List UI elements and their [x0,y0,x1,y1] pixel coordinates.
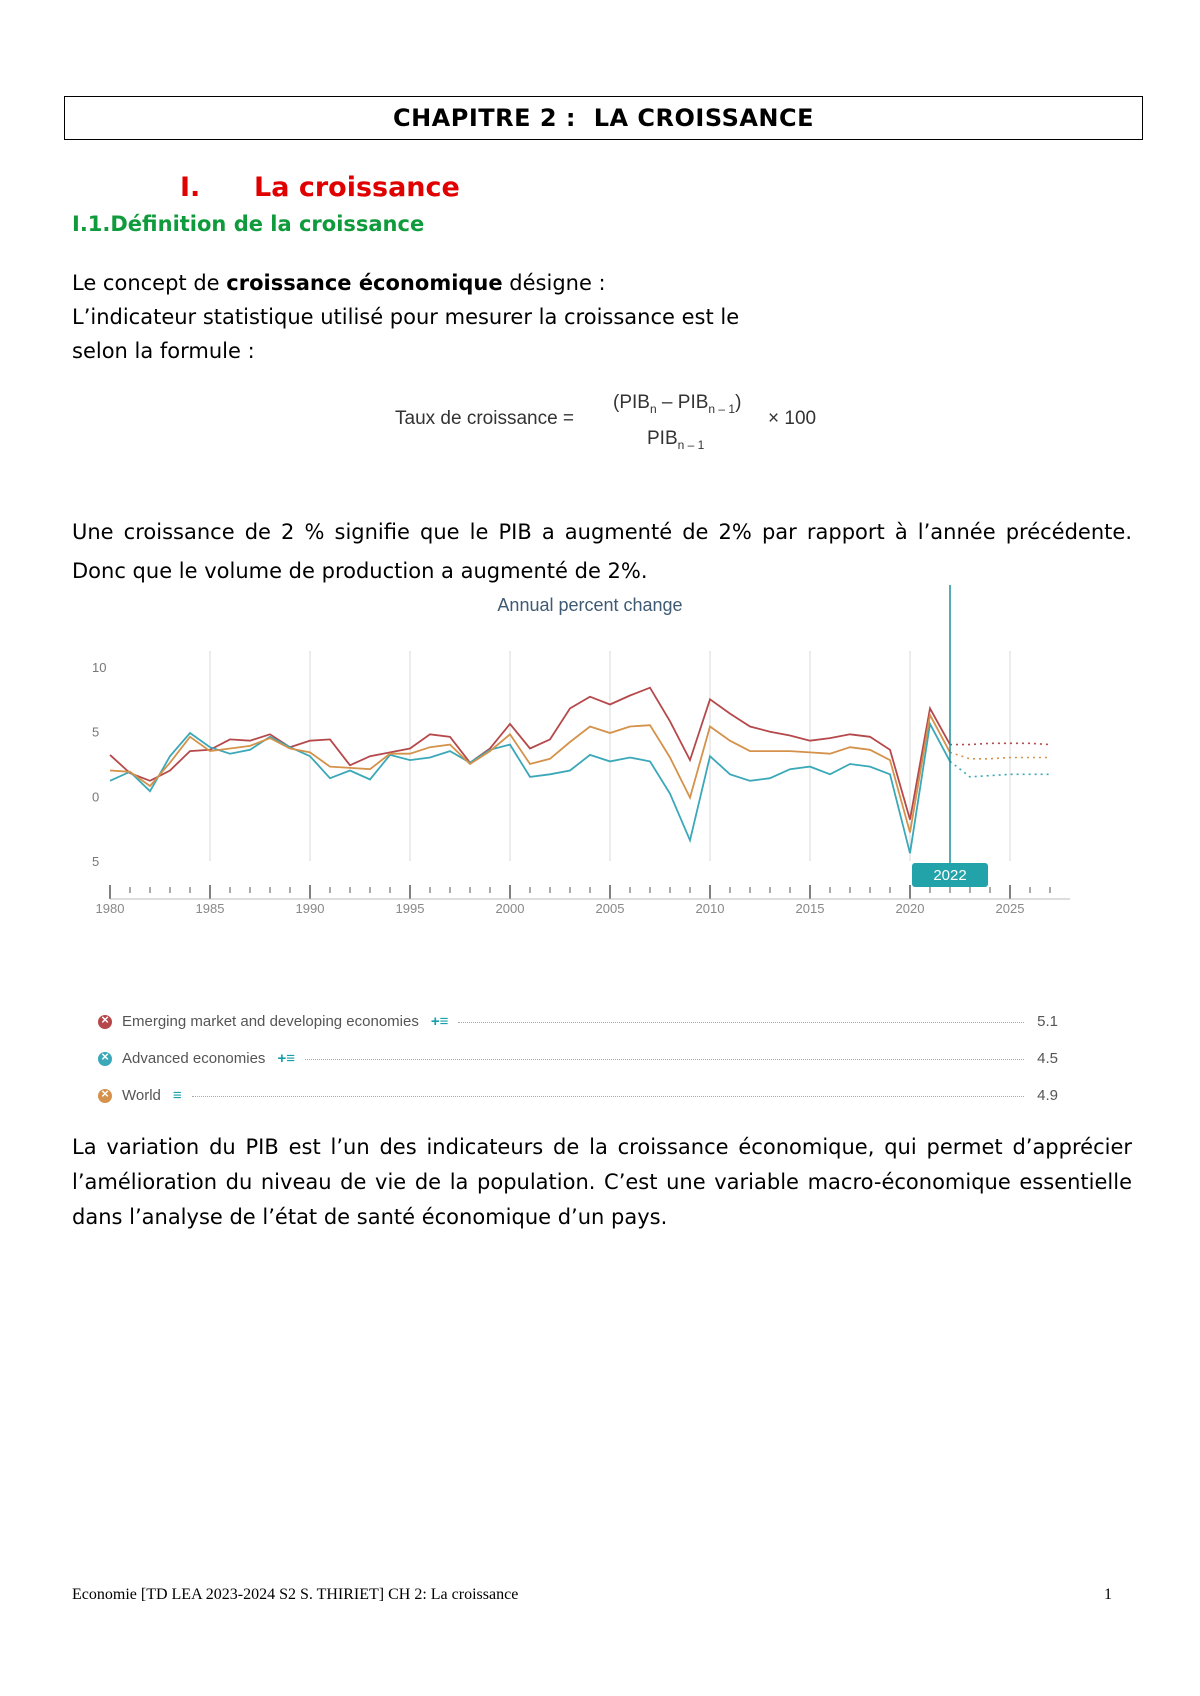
formula-numerator [613,392,741,416]
legend-value: 4.5 [1037,1050,1058,1067]
legend-menu-icon[interactable]: +≡ [277,1050,295,1067]
formula-num-minus: – PIB [656,392,709,413]
chapter-title: CHAPITRE 2 : LA CROISSANCE [392,104,815,132]
page-number: 1 [1104,1586,1112,1603]
x-tick-label: 2025 [995,901,1025,915]
series-line [110,724,950,853]
legend-value: 5.1 [1037,1013,1058,1030]
legend-value: 4.9 [1037,1087,1058,1104]
x-tick-label: 2020 [895,901,925,915]
legend-item-emerging[interactable] [98,1003,1058,1040]
formula-num-close: ) [735,392,742,413]
legend-leader [305,1058,1024,1060]
x-tick-label: 2015 [795,901,825,915]
y-tick-label: 5 [92,724,100,740]
section-title: La croissance [254,172,460,203]
intro-paragraph [72,266,832,368]
year-marker-label: 2022 [933,867,967,884]
intro-line-3: selon la formule : [72,339,255,363]
x-tick-label: 1985 [195,901,225,915]
legend-close-icon[interactable] [98,1015,112,1029]
legend-menu-icon[interactable]: ≡ [172,1087,182,1104]
intro-line-1-prefix: Le concept de [72,271,227,295]
formula-denominator [647,428,704,452]
section-number: I. [180,172,201,203]
intro-keyword: croissance économique [226,271,503,295]
series-projection-line [950,761,1050,777]
section-heading [180,172,460,203]
x-tick-label: 2010 [695,901,725,915]
legend-leader [192,1095,1024,1097]
formula-den-text: PIB [647,428,678,449]
growth-example-paragraph: Une croissance de 2 % signifie que le PIB a augmenté de 2% par rapport à l’année précédente. Donc que le volume de production a augmenté de 2%. [72,520,1132,583]
formula-num-sub1: n [649,401,657,416]
x-tick-label: 1995 [395,901,425,915]
chart-legend [98,1003,1058,1114]
legend-menu-icon[interactable]: +≡ [430,1013,449,1030]
legend-label: Advanced economies [122,1050,266,1067]
x-tick-label: 1990 [295,901,325,915]
intro-line-1-suffix: désigne : [502,271,606,295]
x-tick-label: 2005 [595,901,625,915]
x-tick-label: 2000 [495,901,525,915]
intro-line-1 [72,266,832,300]
legend-label: Emerging market and developing economies [122,1013,419,1030]
gdp-growth-chart [80,585,1080,915]
gdp-variation-paragraph: La variation du PIB est l’un des indicateurs de la croissance économique, qui permet d’apprécier l’amélioration du niveau de vie de la population. C’est une variable macro-économique essentielle dans l’analyse de l’état de santé économique d’un pays. [72,1135,1132,1229]
y-tick-label: 10 [92,660,107,675]
footer-text: Economie [TD LEA 2023-2024 S2 S. THIRIET] CH 2: La croissance [72,1586,519,1603]
series-projection-line [950,743,1050,744]
formula-label: Taux de croissance = [395,408,575,429]
x-tick-label: 1980 [95,901,125,915]
formula-num-sub2: n – 1 [708,401,736,416]
series-projection-line [950,752,1050,758]
chart-title: Annual percent change [497,595,683,615]
page-footer [72,1586,1112,1604]
formula-den-sub: n – 1 [677,437,705,452]
formula-num-open: (PIB [613,392,650,413]
y-tick-label: 5 [92,854,100,869]
y-tick-label: 0 [92,789,100,805]
chapter-title-box [64,96,1143,140]
formula-multiplier: × 100 [768,408,817,429]
legend-close-icon[interactable] [98,1089,112,1103]
legend-leader [458,1021,1024,1023]
legend-item-advanced[interactable] [98,1040,1058,1077]
series-line [110,715,950,833]
intro-line-2: L’indicateur statistique utilisé pour mesurer la croissance est le [72,305,740,329]
legend-item-world[interactable] [98,1077,1058,1114]
legend-label: World [122,1087,161,1104]
subsection-heading: I.1.Définition de la croissance [72,212,425,236]
legend-close-icon[interactable] [98,1052,112,1066]
